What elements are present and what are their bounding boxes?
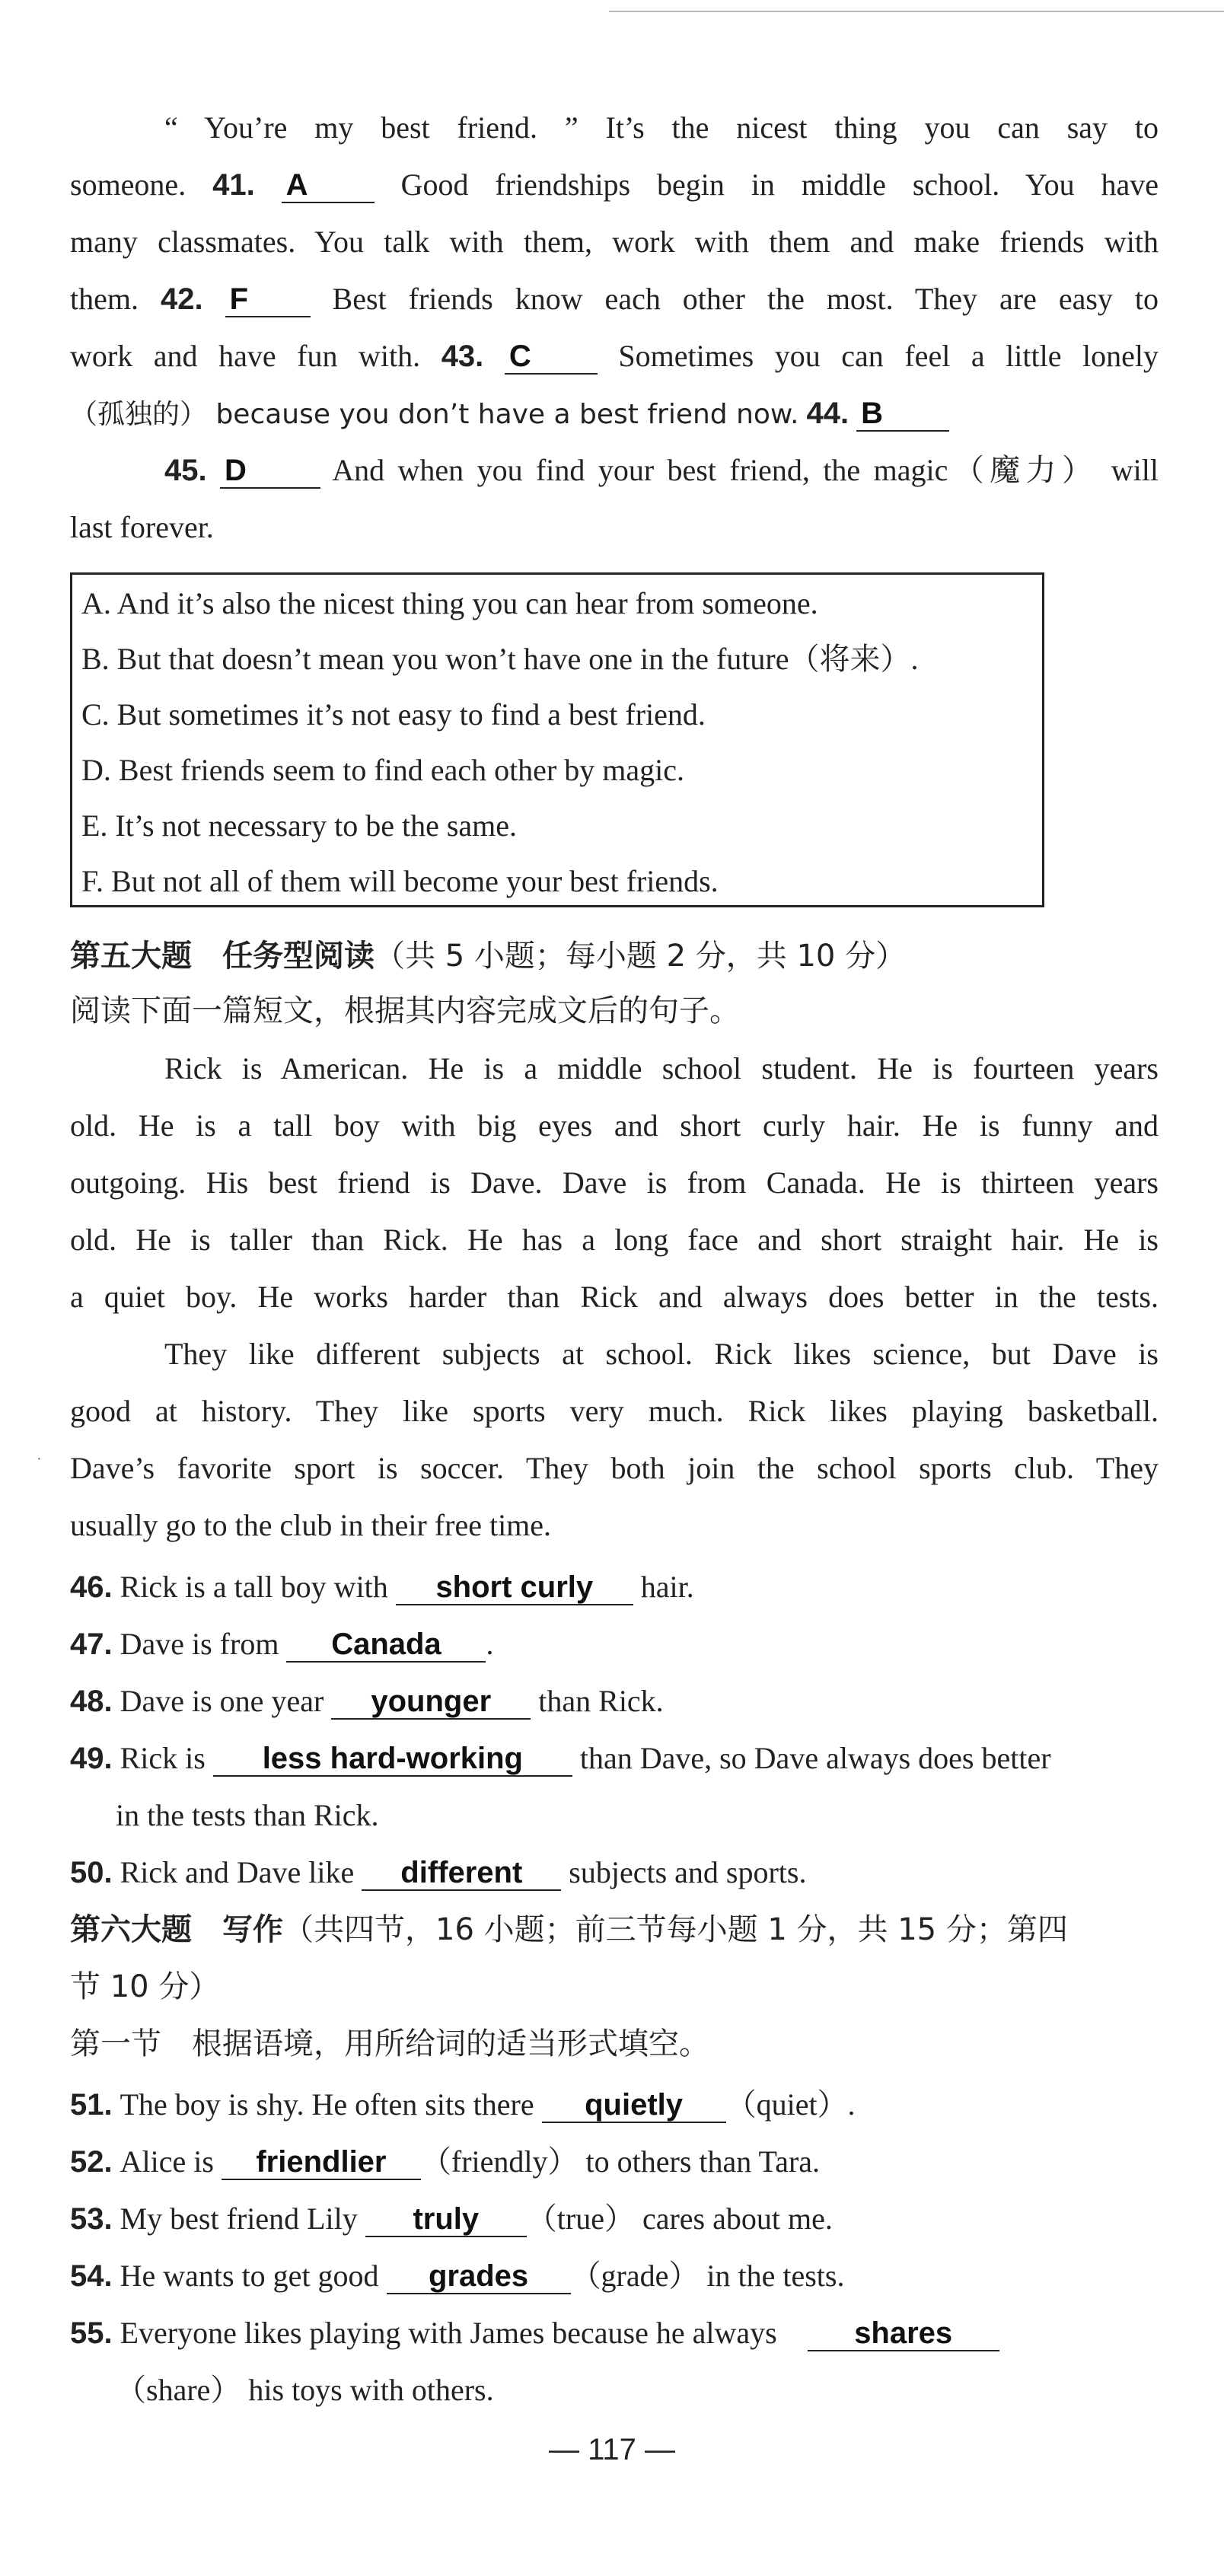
answer-blank-51: quietly — [542, 2088, 726, 2123]
section-6-subsection-1: 第一节 根据语境，用所给词的适当形式填空。 — [70, 2026, 709, 2061]
answer-blank-44: B — [856, 397, 949, 432]
answer-blank-41: A — [282, 168, 375, 203]
passage-line: “ You’re my best friend. ” It’s the nicest thing you can say to — [164, 110, 1159, 145]
answer-blank-47: Canada — [286, 1628, 486, 1663]
answer-blank-52: friendlier — [222, 2145, 421, 2180]
question-number: 41. — [212, 168, 255, 202]
question-number: 45. — [164, 454, 207, 487]
passage-line: work and have fun with. 43. C Sometimes you can feel a little lonely — [70, 339, 1159, 373]
question-47: 47. Dave is from Canada . — [70, 1627, 494, 1661]
answer-blank-42: F — [225, 282, 311, 317]
passage-line: Rick is American. He is a middle school student. He is fourteen years — [164, 1051, 1159, 1086]
option-a: A. And it’s also the nicest thing you can hear from someone. — [81, 586, 818, 620]
question-54: 54. He wants to get good grades （grade） in the tests. — [70, 2259, 845, 2293]
answer-blank-45: D — [220, 454, 320, 489]
passage-line: someone. 41. A Good friendships begin in middle school. You have — [70, 167, 1159, 202]
answer-blank-49: less hard-working — [213, 1742, 572, 1777]
answer-blank-48: younger — [331, 1685, 531, 1720]
question-46: 46. Rick is a tall boy with short curly hair. — [70, 1570, 694, 1604]
option-e: E. It’s not necessary to be the same. — [81, 808, 518, 843]
question-number: 43. — [441, 340, 484, 373]
question-number: 42. — [160, 282, 203, 316]
answer-blank-46: short curly — [396, 1570, 633, 1605]
question-48: 48. Dave is one year younger than Rick. — [70, 1684, 664, 1718]
question-50: 50. Rick and Dave like different subjects and sports. — [70, 1855, 807, 1889]
question-55-continued: （share） his toys with others. — [116, 2373, 494, 2407]
passage-line: old. He is a tall boy with big eyes and short curly hair. He is funny and — [70, 1108, 1159, 1143]
question-49-continued: in the tests than Rick. — [116, 1798, 379, 1832]
option-b: B. But that doesn’t mean you won’t have one in the future（将来）. — [81, 642, 919, 676]
answer-blank-53: truly — [365, 2202, 527, 2237]
passage-line: many classmates. You talk with them, work with them and make friends with — [70, 225, 1159, 259]
question-53: 53. My best friend Lily truly （true） cares about me. — [70, 2201, 833, 2236]
page-number: — 117 — — [549, 2433, 675, 2466]
passage-line: Dave’s favorite sport is soccer. They both join the school sports club. They — [70, 1451, 1159, 1485]
section-5-heading: 第五大题 任务型阅读（共 5 小题；每小题 2 分，共 10 分） — [70, 939, 907, 974]
answer-blank-43: C — [505, 340, 598, 375]
question-49: 49. Rick is less hard-working than Dave, so Dave always does better — [70, 1741, 1051, 1775]
passage-line: （孤独的） because you don’t have a best friend now. 44. B — [70, 392, 1159, 436]
question-51: 51. The boy is shy. He often sits there quietly （quiet）. — [70, 2087, 856, 2122]
section-5-instruction: 阅读下面一篇短文，根据其内容完成文后的句子。 — [70, 993, 740, 1028]
answer-blank-55: shares — [808, 2316, 999, 2351]
passage-line: a quiet boy. He works harder than Rick and always does better in the tests. — [70, 1280, 1159, 1314]
passage-line: They like different subjects at school. Rick likes science, but Dave is — [164, 1337, 1159, 1371]
passage-line: usually go to the club in their free time. — [70, 1508, 552, 1542]
passage-line: 45. D And when you find your best friend, the magic（魔力） will — [164, 453, 1159, 487]
margin-mark: · — [37, 1451, 42, 1468]
option-c: C. But sometimes it’s not easy to find a best friend. — [81, 697, 706, 732]
answer-blank-54: grades — [387, 2259, 571, 2294]
section-6-heading-continued: 节 10 分） — [70, 1969, 220, 2004]
passage-line: last forever. — [70, 510, 214, 544]
top-rule — [609, 11, 1224, 12]
passage-line: old. He is taller than Rick. He has a long face and short straight hair. He is — [70, 1223, 1159, 1257]
question-55: 55. Everyone likes playing with James because he always shares — [70, 2312, 1159, 2354]
question-52: 52. Alice is friendlier （friendly） to others than Tara. — [70, 2144, 821, 2179]
question-number: 44. — [806, 397, 849, 430]
answer-blank-50: different — [362, 1856, 561, 1891]
passage-line: outgoing. His best friend is Dave. Dave is from Canada. He is thirteen years — [70, 1165, 1159, 1200]
section-6-heading: 第六大题 写作（共四节，16 小题；前三节每小题 1 分，共 15 分；第四 — [70, 1912, 1068, 1947]
passage-line: good at history. They like sports very much. Rick likes playing basketball. — [70, 1394, 1159, 1428]
passage-line: them. 42. F Best friends know each other the most. They are easy to — [70, 282, 1159, 316]
option-d: D. Best friends seem to find each other by magic. — [81, 753, 684, 787]
option-f: F. But not all of them will become your best friends. — [81, 864, 719, 898]
options-box — [70, 572, 1044, 907]
